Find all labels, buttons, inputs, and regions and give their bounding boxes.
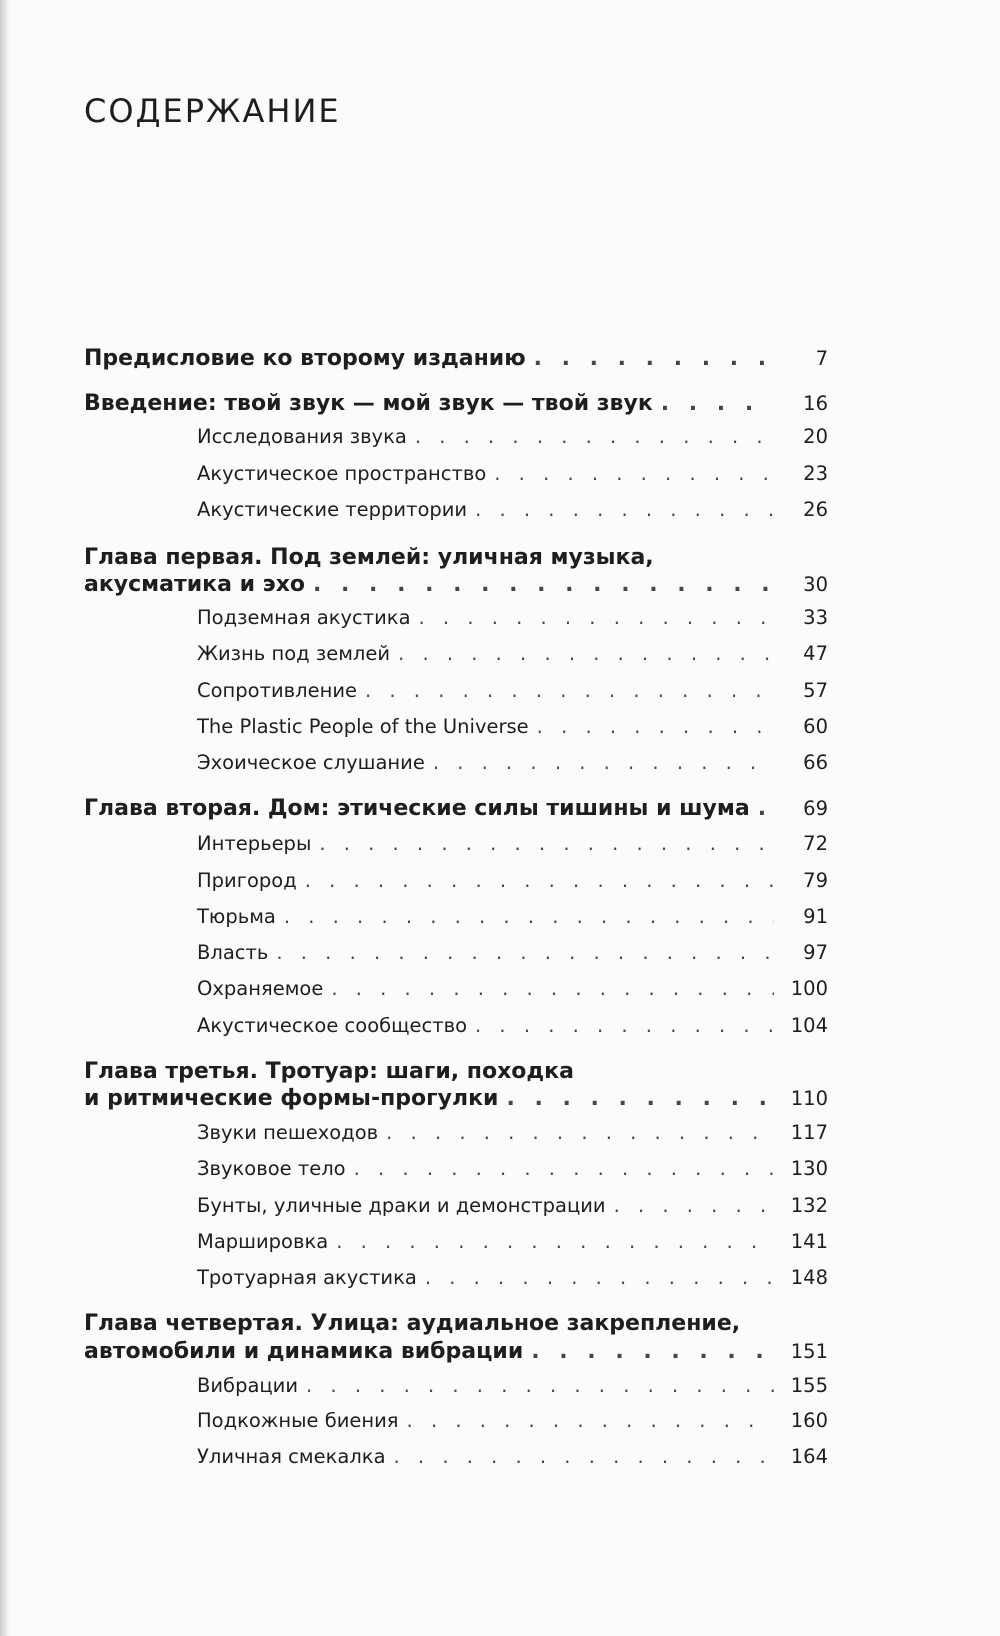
toc-entry-title: Тюрьма — [197, 905, 276, 928]
toc-page-number: 69 — [803, 797, 828, 820]
dot-leader — [276, 941, 774, 964]
toc-section-entry — [197, 941, 828, 964]
dot-leader — [386, 1121, 774, 1144]
toc-page-number: 79 — [803, 869, 828, 892]
toc-page-number: 132 — [790, 1194, 828, 1217]
dot-leader — [475, 1014, 774, 1037]
toc-entry-title: Жизнь под землей — [197, 642, 391, 665]
toc-entry-title: Охраняемое — [197, 977, 324, 1000]
toc-section-entry — [197, 498, 828, 521]
toc-section-entry — [197, 642, 828, 665]
toc-page-number: 97 — [803, 941, 828, 964]
toc-page-number: 155 — [790, 1374, 828, 1397]
toc-entry-title: Введение: твой звук — мой звук — твой звук — [84, 391, 653, 416]
dot-leader — [494, 462, 774, 485]
dot-leader — [331, 977, 774, 1000]
dot-leader — [531, 1339, 774, 1364]
toc-chapter-entry — [84, 1059, 828, 1084]
toc-section-entry — [197, 1121, 828, 1144]
toc-chapter-entry — [84, 346, 828, 371]
toc-page-number: 47 — [803, 642, 828, 665]
toc-page-number: 57 — [803, 679, 828, 702]
toc-entry-title: Глава первая. Под землей: уличная музыка, — [84, 545, 654, 570]
dot-leader — [407, 1409, 774, 1432]
toc-entry-title: Звуки пешеходов — [197, 1121, 379, 1144]
toc-page-number: 20 — [803, 425, 828, 448]
toc-page-number: 26 — [803, 498, 828, 521]
toc-section-entry — [197, 462, 828, 485]
toc-entry-title: и ритмические формы-прогулки — [84, 1086, 499, 1111]
page-title: СОДЕРЖАНИЕ — [84, 92, 341, 130]
toc-entry-title: Сопротивление — [197, 679, 358, 702]
dot-leader — [433, 751, 774, 774]
toc-page-number: 16 — [803, 392, 828, 415]
toc-page-number: 23 — [803, 462, 828, 485]
toc-chapter-entry — [84, 1086, 828, 1111]
toc-entry-title: Глава четвертая. Улица: аудиальное закрепление, — [84, 1311, 741, 1336]
dot-leader — [537, 715, 774, 738]
toc-chapter-entry — [84, 1311, 828, 1336]
toc-entry-title: Уличная смекалка — [197, 1445, 386, 1468]
toc-chapter-entry — [84, 545, 828, 570]
dot-leader — [415, 425, 774, 448]
toc-section-entry — [197, 977, 828, 1000]
toc-section-entry — [197, 679, 828, 702]
dot-leader — [313, 572, 774, 597]
toc-page-number: 110 — [790, 1087, 828, 1110]
toc-entry-title: Подкожные биения — [197, 1409, 399, 1432]
toc-chapter-entry — [84, 572, 828, 597]
toc-entry-title: Пригород — [197, 869, 297, 892]
toc-page-number: 164 — [790, 1445, 828, 1468]
toc-entry-title: Интерьеры — [197, 832, 312, 855]
dot-leader — [284, 905, 774, 928]
toc-entry-title: акусматика и эхо — [84, 572, 306, 597]
toc-page-number: 148 — [790, 1266, 828, 1289]
dot-leader — [661, 391, 774, 416]
dot-leader — [758, 796, 774, 821]
toc-page-number: 91 — [803, 905, 828, 928]
toc-page-number: 60 — [803, 715, 828, 738]
toc-entry-title: Вибрации — [197, 1374, 299, 1397]
toc-section-entry — [197, 869, 828, 892]
toc-entry-title: Глава третья. Тротуар: шаги, походка — [84, 1059, 574, 1084]
dot-leader — [614, 1194, 774, 1217]
toc-page-number: 72 — [803, 832, 828, 855]
toc-page-number: 66 — [803, 751, 828, 774]
toc-entry-title: Исследования звука — [197, 425, 407, 448]
toc-section-entry — [197, 1157, 828, 1180]
dot-leader — [398, 642, 774, 665]
toc-entry-title: Тротуарная акустика — [197, 1266, 417, 1289]
toc-entry-title: Бунты, уличные драки и демонстрации — [197, 1194, 606, 1217]
dot-leader — [394, 1445, 774, 1468]
dot-leader — [475, 498, 774, 521]
dot-leader — [319, 832, 774, 855]
toc-entry-title: Звуковое тело — [197, 1157, 346, 1180]
toc-section-entry — [197, 1266, 828, 1289]
toc-entry-title: Подземная акустика — [197, 606, 411, 629]
toc-entry-title: Маршировка — [197, 1230, 329, 1253]
toc-section-entry — [197, 751, 828, 774]
toc-section-entry — [197, 425, 828, 448]
dot-leader — [419, 606, 774, 629]
toc-section-entry — [197, 1230, 828, 1253]
toc-section-entry — [197, 1409, 828, 1432]
toc-section-entry — [197, 1014, 828, 1037]
toc-page-number: 151 — [790, 1340, 828, 1363]
toc-section-entry — [197, 606, 828, 629]
toc-page-number: 130 — [790, 1157, 828, 1180]
toc-entry-title: Глава вторая. Дом: этические силы тишины и шума — [84, 796, 750, 821]
toc-entry-title: автомобили и динамика вибрации — [84, 1339, 524, 1364]
toc-page-number: 117 — [790, 1121, 828, 1144]
toc-chapter-entry — [84, 1339, 828, 1364]
toc-page-number: 104 — [790, 1014, 828, 1037]
dot-leader — [534, 346, 774, 371]
toc-entry-title: Предисловие ко второму изданию — [84, 346, 526, 371]
toc-page-number: 160 — [790, 1409, 828, 1432]
toc-page-number: 30 — [803, 573, 828, 596]
toc-page-number: 33 — [803, 606, 828, 629]
toc-page-number: 141 — [790, 1230, 828, 1253]
toc-section-entry — [197, 832, 828, 855]
toc-entry-title: Власть — [197, 941, 269, 964]
dot-leader — [306, 1374, 774, 1397]
dot-leader — [506, 1086, 774, 1111]
toc-section-entry — [197, 1445, 828, 1468]
toc-chapter-entry — [84, 391, 828, 416]
toc-entry-title: The Plastic People of the Universe — [197, 715, 529, 738]
toc-section-entry — [197, 715, 828, 738]
toc-entry-title: Акустическое пространство — [197, 462, 487, 485]
toc-section-entry — [197, 905, 828, 928]
toc-chapter-entry — [84, 796, 828, 821]
toc-entry-title: Акустическое сообщество — [197, 1014, 468, 1037]
toc-page-number: 7 — [815, 347, 828, 370]
dot-leader — [336, 1230, 774, 1253]
toc-page-number: 100 — [790, 977, 828, 1000]
dot-leader — [365, 679, 774, 702]
toc-entry-title: Акустические территории — [197, 498, 468, 521]
dot-leader — [305, 869, 774, 892]
toc-section-entry — [197, 1374, 828, 1397]
dot-leader — [425, 1266, 774, 1289]
dot-leader — [354, 1157, 774, 1180]
toc-section-entry — [197, 1194, 828, 1217]
toc-entry-title: Эхоическое слушание — [197, 751, 425, 774]
